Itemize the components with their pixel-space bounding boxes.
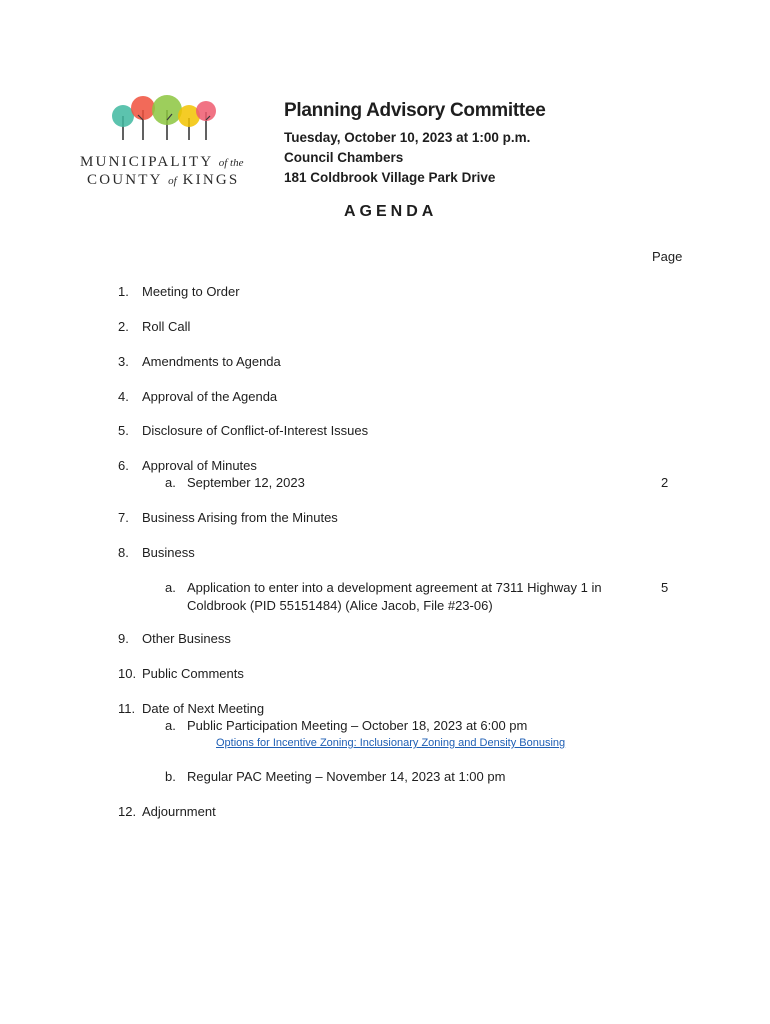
agenda-heading: AGENDA [344, 203, 438, 220]
incentive-zoning-link[interactable]: Options for Incentive Zoning: Inclusionary Zoning and Density Bonusing [216, 737, 566, 749]
meeting-address: 181 Coldbrook Village Park Drive [284, 170, 496, 185]
page-number: 2 [661, 475, 669, 490]
pink-tree-icon [196, 101, 216, 121]
page-number: 5 [661, 580, 669, 595]
red-tree-icon [131, 96, 155, 120]
meeting-header [284, 100, 545, 188]
meeting-date: Tuesday, October 10, 2023 at 1:00 p.m. [284, 130, 531, 145]
teal-tree-icon [112, 105, 134, 127]
logo-text-line2: COUNTY of KINGS [87, 172, 240, 188]
green-tree-icon [152, 95, 182, 125]
committee-title: Planning Advisory Committee [284, 100, 546, 121]
page-column-label: Page [652, 249, 683, 264]
logo-text-line1: MUNICIPALITY of the [80, 154, 244, 170]
meeting-location: Council Chambers [284, 150, 404, 165]
